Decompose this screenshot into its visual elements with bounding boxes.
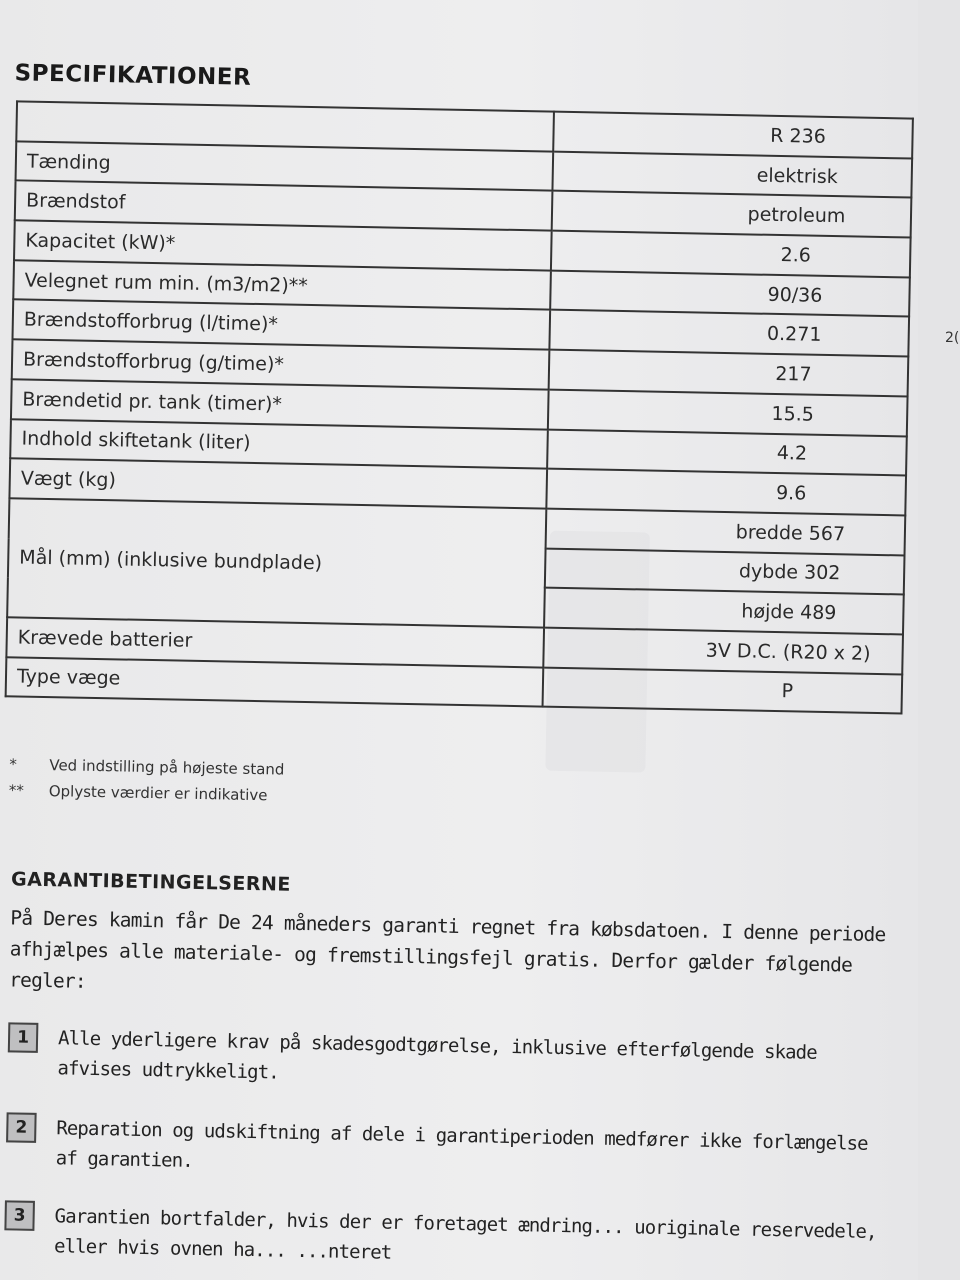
footnote [9, 781, 284, 804]
specifications-title: SPECIFIKATIONER [14, 60, 252, 91]
dimensions-width: bredde 567 [546, 508, 906, 555]
footnote [9, 755, 284, 778]
guarantee-title: GARANTIBETINGELSERNE [10, 868, 292, 896]
row-label: Kapacitet (kW)* [14, 220, 552, 270]
row-label: Brændstof [15, 181, 553, 231]
wick-value: P [543, 667, 903, 714]
rule-text: Alle yderligere krav på skadesgodtgørelse, inklusive efterfølgende skade afvises udtrykkeligt. [57, 1027, 817, 1084]
row-value: 2.6 [551, 231, 911, 278]
batteries-label: Krævede batterier [6, 617, 544, 667]
guarantee-rule [5, 1112, 896, 1189]
row-value: 4.2 [547, 429, 907, 476]
rule-number-badge: 1 [8, 1022, 39, 1053]
dimensions-label: Mål (mm) (inklusive bundplade) [7, 498, 546, 627]
rule-number-badge: 3 [4, 1200, 35, 1231]
batteries-value: 3V D.C. (R20 x 2) [543, 627, 903, 674]
rule-number-badge: 2 [6, 1112, 37, 1143]
row-value: 0.271 [549, 310, 909, 357]
specifications-table [5, 100, 914, 714]
guarantee-intro: På Deres kamin får De 24 måneders garanti regnet fra købsdatoen. I denne periode afhjælpes alle materiale- og fremstillingsfejl gratis. Derfor gælder følgende regler: [8, 906, 886, 993]
dimensions-height: højde 489 [544, 588, 904, 635]
footnote-mark: * [9, 755, 18, 774]
page-number: 2( [945, 330, 960, 346]
wick-label: Type væge [6, 657, 544, 707]
row-label: Vægt (kg) [9, 458, 547, 508]
rule-text: Garantien bortfalder, hvis der er foretaget ændring... uoriginale reservedele, eller hvis ovnen ha... ...nteret [53, 1205, 877, 1264]
row-label: Brændstofforbrug (g/time)* [12, 339, 550, 389]
row-label: Indhold skiftetank (liter) [10, 419, 548, 469]
row-value: 9.6 [546, 469, 906, 516]
footnotes [9, 755, 285, 812]
guarantee-rule [7, 1022, 898, 1099]
row-value: petroleum [552, 191, 912, 238]
model-cell: R 236 [553, 112, 913, 159]
row-value: elektrisk [552, 151, 912, 198]
row-value: 15.5 [548, 389, 908, 436]
footnote-text: Ved indstilling på højeste stand [49, 756, 285, 779]
guarantee-rule [4, 1200, 895, 1277]
footnote-mark: ** [8, 781, 24, 800]
footnote-text: Oplyste værdier er indikative [48, 782, 268, 805]
adjacent-page-edge [918, 0, 960, 1280]
row-label: Brændetid pr. tank (timer)* [11, 379, 549, 429]
row-label: Tænding [16, 141, 554, 191]
rule-text: Reparation og udskiftning af dele i garantiperioden medfører ikke forlængelse af garantien. [55, 1117, 868, 1172]
row-label: Brændstofforbrug (l/time)* [12, 300, 550, 350]
dimensions-depth: dybde 302 [545, 548, 905, 595]
row-value: 217 [549, 350, 909, 397]
row-value: 90/36 [550, 270, 910, 317]
row-label: Velegnet rum min. (m3/m2)** [13, 260, 551, 310]
